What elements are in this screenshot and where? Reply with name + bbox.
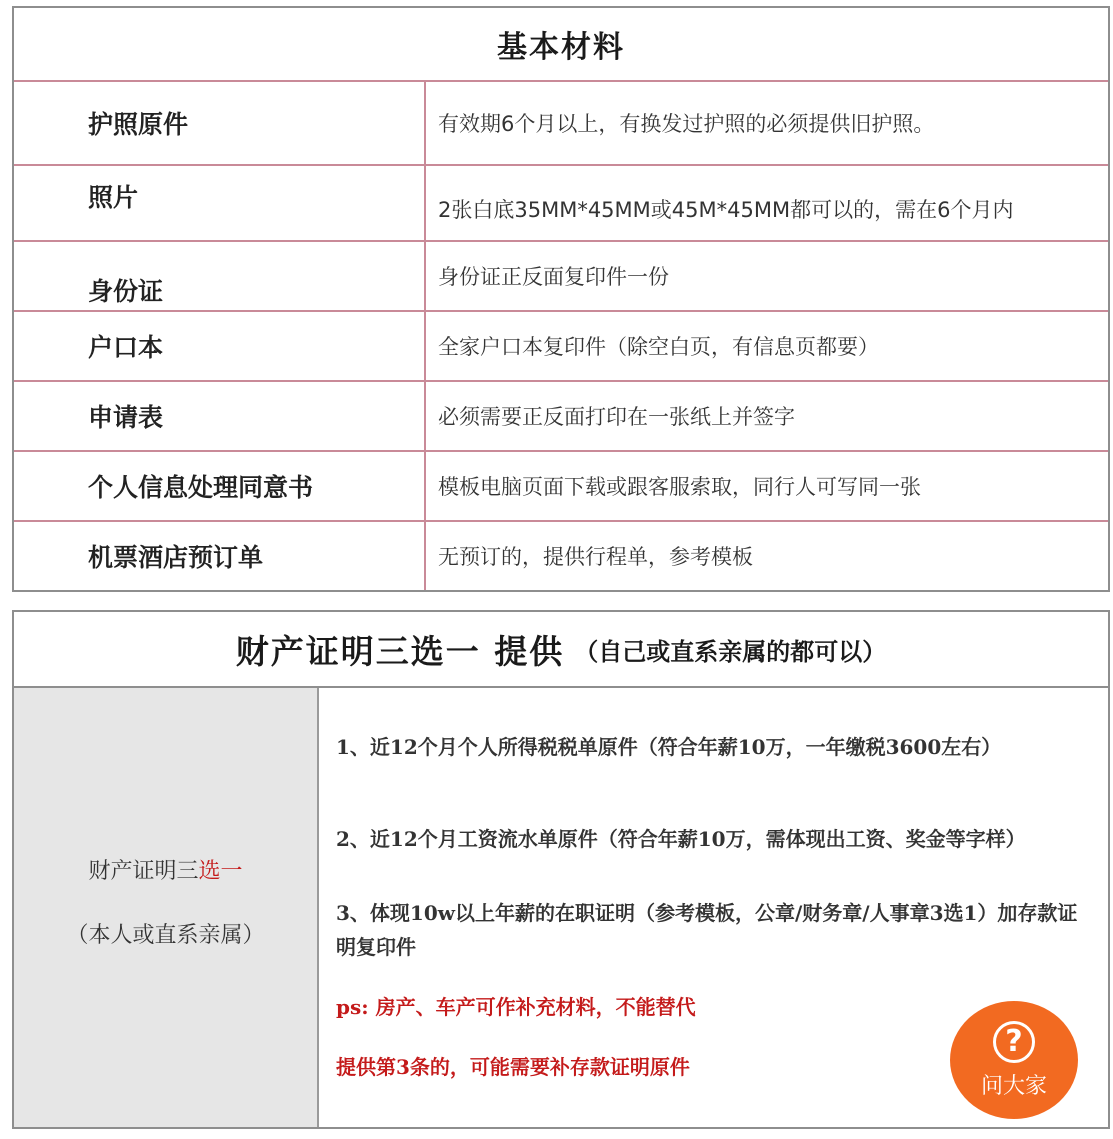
table-row: [14, 380, 1108, 450]
property-left-label: [14, 854, 317, 885]
property-proof-title: [14, 612, 1108, 686]
property-left-cell: [14, 688, 319, 1127]
left-label-part: 财产证明三: [88, 859, 199, 884]
property-note: 提供第3条的，可能需要补存款证明原件: [336, 1055, 690, 1079]
row-label: 户口本: [88, 333, 164, 362]
row-label: 机票酒店预订单: [88, 543, 264, 572]
row-label: 护照原件: [88, 110, 189, 139]
table-row: [14, 520, 1108, 590]
property-left-note: （本人或直系亲属）: [66, 923, 265, 948]
row-value: 必须需要正反面打印在一张纸上并签字: [438, 405, 795, 429]
row-value: 有效期6个月以上，有换发过护照的必须提供旧护照。: [438, 112, 935, 136]
table-row: [14, 164, 1108, 240]
row-value: 身份证正反面复印件一份: [438, 265, 669, 289]
basic-materials-table: [12, 6, 1110, 592]
table-row: [14, 240, 1108, 310]
row-label: 身份证: [88, 277, 164, 306]
property-title-main: 财产证明三选一 提供: [235, 631, 565, 671]
left-label-highlight: 选一: [198, 859, 243, 884]
property-item: 3、体现10w以上年薪的在职证明（参考模板，公章/财务章/人事章3选1）加存款证明复印件: [336, 901, 1078, 959]
row-value: 模板电脑页面下载或跟客服索取，同行人可写同一张: [438, 475, 921, 499]
ask-everyone-label: 问大家: [980, 1073, 1047, 1099]
table-row: [14, 450, 1108, 520]
row-value: 无预订的，提供行程单，参考模板: [438, 545, 753, 569]
table-row: [14, 310, 1108, 380]
property-proof-table: [12, 610, 1110, 1129]
property-item: 2、近12个月工资流水单原件（符合年薪10万，需体现出工资、奖金等字样）: [336, 827, 1026, 851]
row-value: 全家户口本复印件（除空白页，有信息页都要）: [438, 335, 879, 359]
basic-materials-title: 基本材料: [497, 30, 625, 65]
row-value: 2张白底35MM*45MM或45M*45MM都可以的，需在6个月内: [438, 198, 1014, 222]
question-circle-icon: ?: [993, 1021, 1035, 1063]
row-label: 申请表: [88, 403, 164, 432]
property-note: ps: 房产、车产可作补充材料，不能替代: [336, 995, 696, 1019]
property-item: 1、近12个月个人所得税税单原件（符合年薪10万，一年缴税3600左右）: [336, 735, 1002, 759]
ask-everyone-button[interactable]: [950, 1001, 1078, 1119]
table-row: [14, 80, 1108, 164]
property-title-sub: （自己或直系亲属的都可以）: [574, 637, 887, 666]
row-label: 照片: [88, 183, 139, 212]
row-label: 个人信息处理同意书: [88, 473, 314, 502]
